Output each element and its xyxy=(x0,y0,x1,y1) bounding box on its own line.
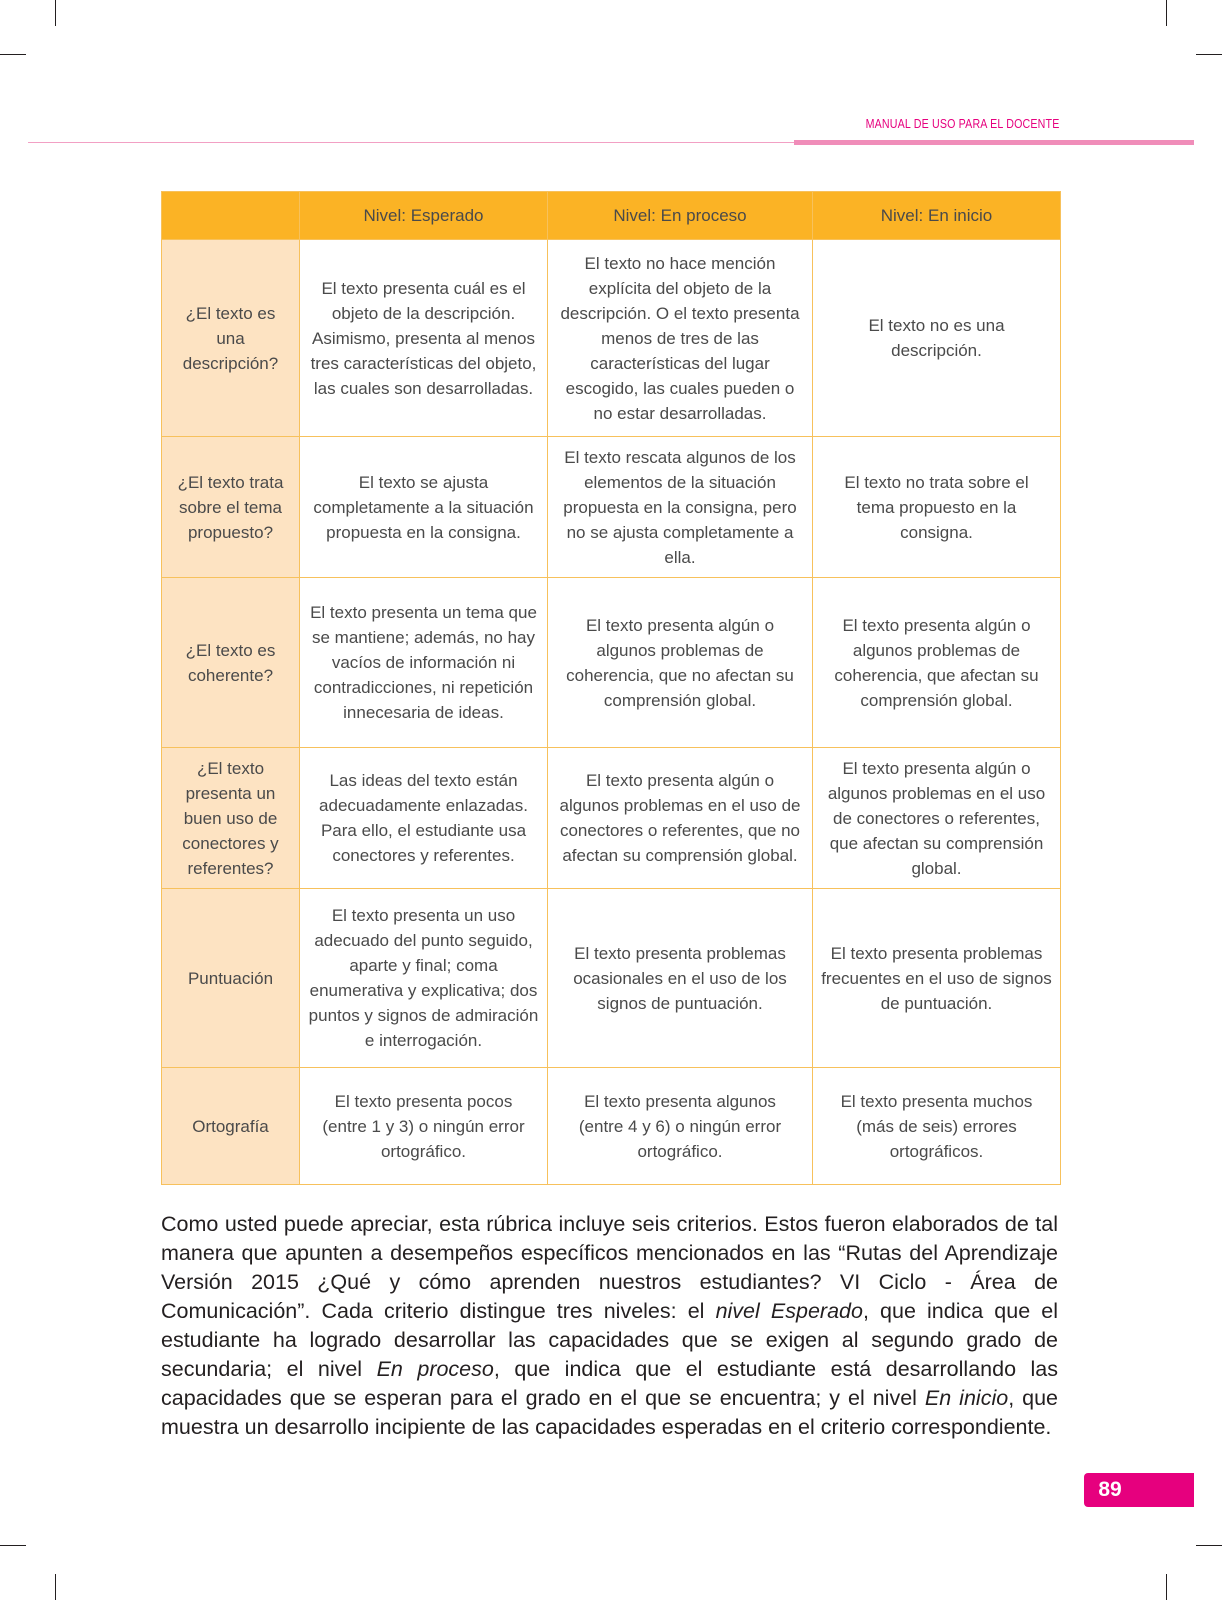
rubric-row xyxy=(162,748,1061,889)
crop-mark xyxy=(55,1574,56,1600)
crop-mark xyxy=(1166,0,1167,26)
crop-mark xyxy=(1196,54,1222,55)
rubric-header-esperado: Nivel: Esperado xyxy=(300,192,548,240)
en-proceso-cell: El texto presenta algún o algunos problemas en el uso de conectores o referentes, que no afectan su comprensión global. xyxy=(548,748,813,889)
rubric-header-blank xyxy=(162,192,300,240)
paragraph-text: , que muestra un desarrollo incipiente de las capacidades esperadas en el criterio correspondiente. xyxy=(161,1386,1059,1439)
rubric-header-en-proceso: Nivel: En proceso xyxy=(548,192,813,240)
crop-mark xyxy=(1196,1545,1222,1546)
en-proceso-cell: El texto no hace mención explícita del objeto de la descripción. O el texto presenta menos de tres de las características del lugar escogido, las cuales pueden o no estar desarrolladas. xyxy=(548,240,813,437)
en-inicio-cell: El texto presenta algún o algunos problemas de coherencia, que afectan su comprensión global. xyxy=(813,578,1061,748)
page-number: 89 xyxy=(1098,1478,1122,1501)
criterion-cell: Ortografía xyxy=(162,1068,300,1185)
body-paragraph xyxy=(161,1210,1058,1442)
esperado-cell: El texto presenta un uso adecuado del punto seguido, aparte y final; coma enumerativa y explicativa; dos puntos y signos de admiración e interrogación. xyxy=(300,889,548,1068)
esperado-cell: Las ideas del texto están adecuadamente enlazadas. Para ello, el estudiante usa conectores y referentes. xyxy=(300,748,548,889)
paragraph-text: , que indica que el estudiante está desarrollando las capacidades que se esperan para el grado en el que se encuentra; y el nivel xyxy=(161,1357,1058,1410)
rubric-row xyxy=(162,437,1061,578)
paragraph-emphasis: En proceso xyxy=(376,1357,494,1381)
rubric-row xyxy=(162,240,1061,437)
en-inicio-cell: El texto presenta muchos (más de seis) errores ortográficos. xyxy=(813,1068,1061,1185)
esperado-cell: El texto presenta cuál es el objeto de la descripción. Asimismo, presenta al menos tres características del objeto, las cuales son desarrolladas. xyxy=(300,240,548,437)
paragraph-emphasis: En inicio xyxy=(924,1386,1009,1410)
criterion-cell: ¿El texto presenta un buen uso de conectores y referentes? xyxy=(162,748,300,889)
header-rule xyxy=(28,142,794,143)
page-number-tab xyxy=(1084,1473,1194,1507)
esperado-cell: El texto se ajusta completamente a la situación propuesta en la consigna. xyxy=(300,437,548,578)
rubric-row xyxy=(162,889,1061,1068)
crop-mark xyxy=(0,1545,26,1546)
en-proceso-cell: El texto presenta algún o algunos problemas de coherencia, que no afectan su comprensión global. xyxy=(548,578,813,748)
rubric-row xyxy=(162,578,1061,748)
en-proceso-cell: El texto rescata algunos de los elementos de la situación propuesta en la consigna, pero no se ajusta completamente a ella. xyxy=(548,437,813,578)
paragraph-text: Como usted puede apreciar, esta rúbrica incluye seis criterios. Estos fueron elaborados de tal manera que apunten a desempeños específicos mencionados en las “Rutas del Aprendizaje Versión 2015 ¿Qué y cómo aprenden nuestros estudiantes? VI Ciclo - Área de Comunicación”. Cada criterio distingue tres niveles: el xyxy=(161,1212,1058,1323)
criterion-cell: ¿El texto es una descripción? xyxy=(162,240,300,437)
en-proceso-cell: El texto presenta algunos (entre 4 y 6) o ningún error ortográfico. xyxy=(548,1068,813,1185)
esperado-cell: El texto presenta pocos (entre 1 y 3) o ningún error ortográfico. xyxy=(300,1068,548,1185)
paragraph-text: , que indica que el estudiante ha logrado desarrollar las capacidades que se exigen al segundo grado de secundaria; el nivel xyxy=(161,1299,1059,1381)
esperado-cell: El texto presenta un tema que se mantiene; además, no hay vacíos de información ni contradicciones, ni repetición innecesaria de ideas. xyxy=(300,578,548,748)
en-inicio-cell: El texto no es una descripción. xyxy=(813,240,1061,437)
crop-mark xyxy=(55,0,56,26)
en-inicio-cell: El texto presenta algún o algunos problemas en el uso de conectores o referentes, que afectan su comprensión global. xyxy=(813,748,1061,889)
header-rule-accent xyxy=(794,140,1194,145)
crop-mark xyxy=(1166,1574,1167,1600)
criterion-cell: Puntuación xyxy=(162,889,300,1068)
rubric-header-en-inicio: Nivel: En inicio xyxy=(813,192,1061,240)
criterion-cell: ¿El texto trata sobre el tema propuesto? xyxy=(162,437,300,578)
en-proceso-cell: El texto presenta problemas ocasionales en el uso de los signos de puntuación. xyxy=(548,889,813,1068)
rubric-header-row xyxy=(162,192,1061,240)
crop-mark xyxy=(0,54,26,55)
paragraph-emphasis: nivel Esperado xyxy=(715,1299,863,1323)
en-inicio-cell: El texto presenta problemas frecuentes en el uso de signos de puntuación. xyxy=(813,889,1061,1068)
running-header-title: MANUAL DE USO PARA EL DOCENTE xyxy=(865,116,1059,131)
criterion-cell: ¿El texto es coherente? xyxy=(162,578,300,748)
rubric-table xyxy=(161,191,1061,1185)
en-inicio-cell: El texto no trata sobre el tema propuesto en la consigna. xyxy=(813,437,1061,578)
rubric-row xyxy=(162,1068,1061,1185)
